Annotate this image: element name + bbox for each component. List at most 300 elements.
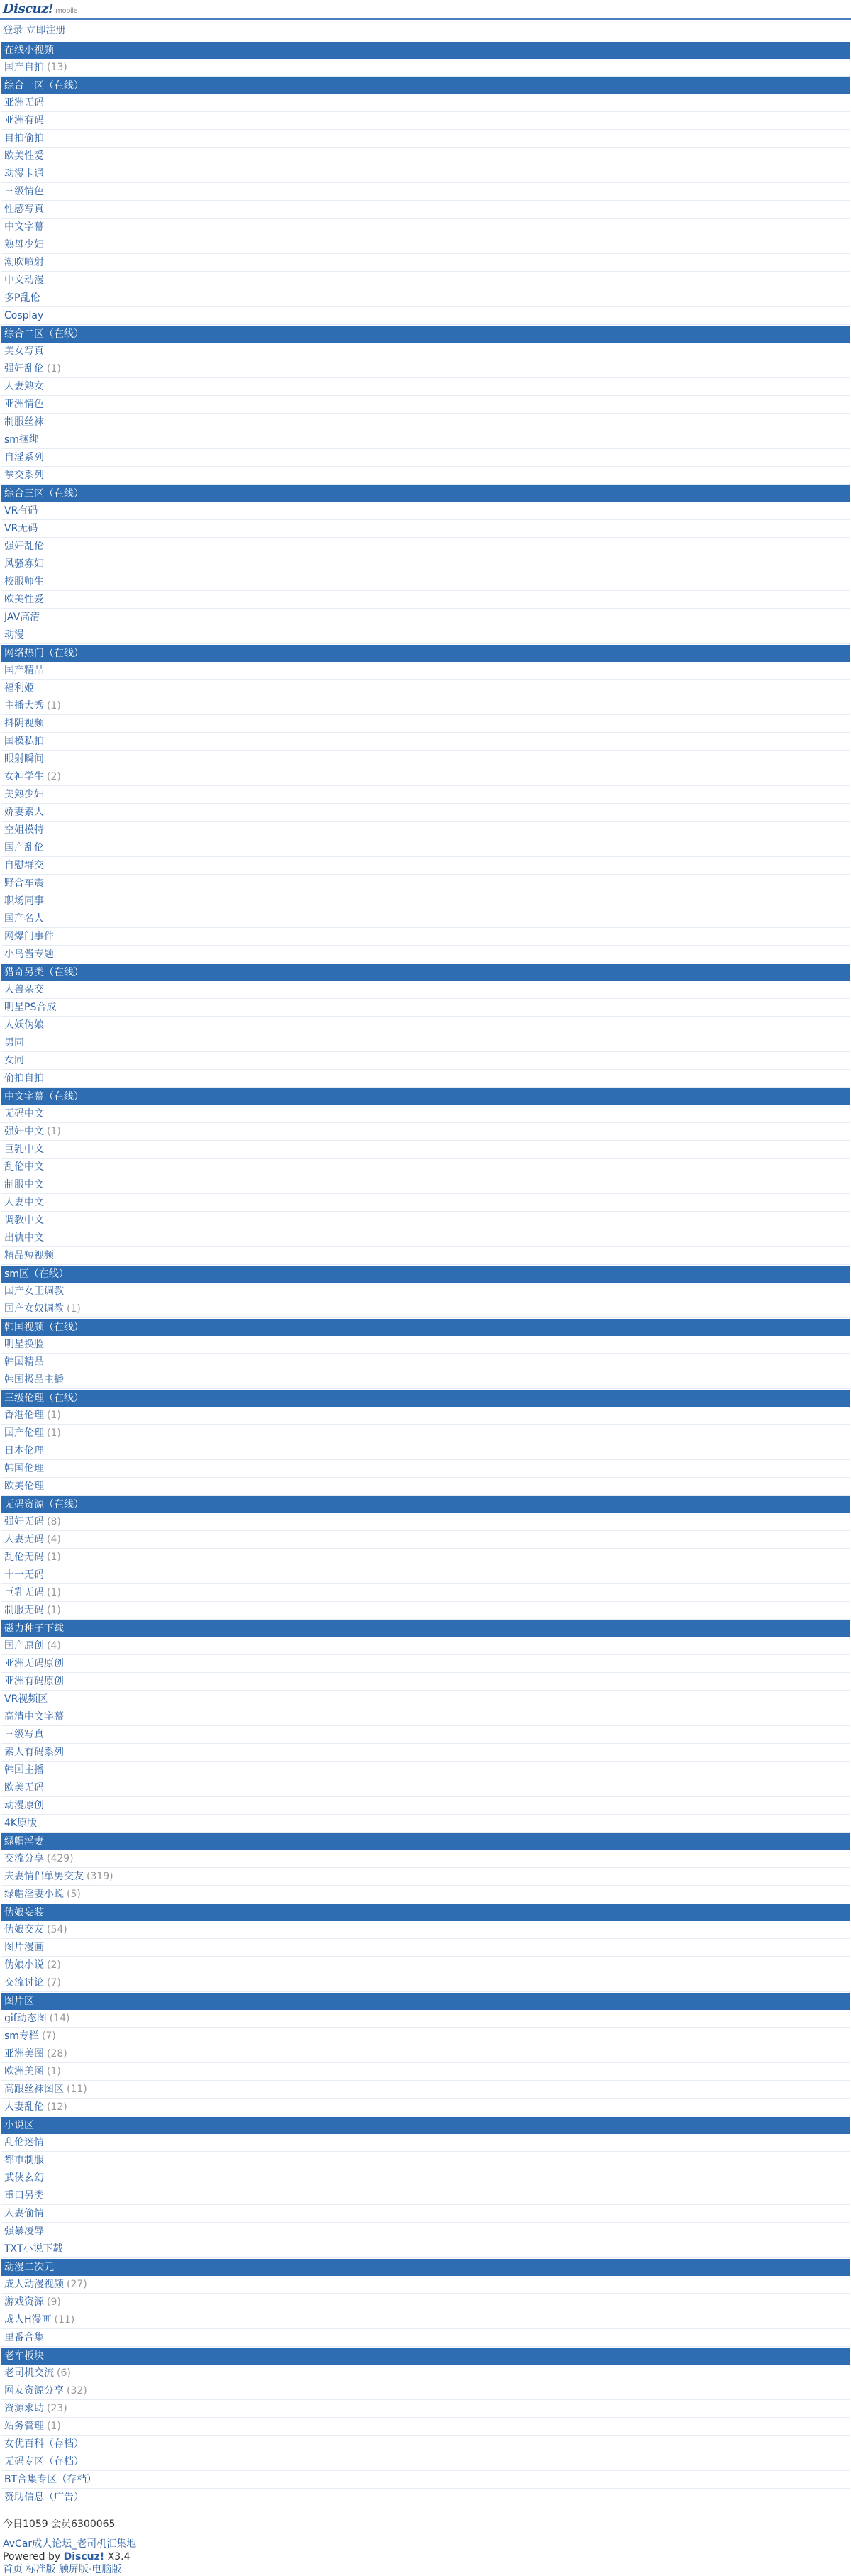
forum-row: [1, 1726, 850, 1744]
thread-count: (11): [54, 2314, 75, 2326]
forum-row: [1, 2152, 850, 2169]
forum-row: [1, 1513, 850, 1531]
forum-link[interactable]: 自淫系列: [4, 452, 44, 463]
forum-section: [1, 1620, 850, 1833]
site-stats: [0, 2514, 851, 2535]
forum-link[interactable]: BT合集专区（存档）: [4, 2474, 97, 2485]
forum-link[interactable]: 国产名人: [4, 913, 44, 924]
forum-row: [1, 1531, 850, 1549]
forum-link[interactable]: 动漫: [4, 629, 24, 641]
forum-row: [1, 680, 850, 697]
forum-row: [1, 1105, 850, 1123]
forum-row: [1, 1460, 850, 1478]
forum-link[interactable]: 乱伦无码: [4, 1552, 44, 1563]
forum-row: [1, 272, 850, 289]
forum-row: [1, 786, 850, 804]
forum-row: [1, 857, 850, 875]
forum-link[interactable]: 4K原版: [4, 1818, 38, 1829]
login-link[interactable]: 登录: [3, 25, 23, 36]
forum-row: [1, 1371, 850, 1389]
forum-link[interactable]: 强奸中文: [4, 1126, 44, 1137]
forum-row: [1, 343, 850, 360]
forum-row: [1, 378, 850, 396]
forum-row: [1, 928, 850, 946]
forum-link[interactable]: 人妻乱伦: [4, 2101, 44, 2113]
thread-count: (14): [49, 2013, 70, 2024]
forum-section: [1, 485, 850, 644]
section-header[interactable]: 无码资源（在线）: [1, 1496, 850, 1513]
forum-link[interactable]: 人妻熟女: [4, 381, 44, 392]
forum-row: [1, 2453, 850, 2471]
forum-link[interactable]: 里番合集: [4, 2332, 44, 2343]
forum-row: [1, 1762, 850, 1779]
forum-link[interactable]: sm捆绑: [4, 434, 39, 446]
forum-link[interactable]: 图片漫画: [4, 1942, 44, 1953]
forum-link[interactable]: 多P乱伦: [4, 292, 40, 304]
section-header[interactable]: 磁力种子下载: [1, 1620, 850, 1637]
section-header[interactable]: 动漫二次元: [1, 2259, 850, 2276]
thread-count: (28): [47, 2048, 67, 2060]
thread-count: (7): [41, 2030, 56, 2042]
forum-link[interactable]: 站务管理: [4, 2421, 44, 2432]
forum-section: [1, 1496, 850, 1620]
footer-nav: 首页 标准版 触屏版·电脑版: [3, 2564, 122, 2575]
forum-row: [1, 1602, 850, 1620]
forum-link[interactable]: 网爆门事件: [4, 931, 54, 942]
forum-link[interactable]: 小鸟酱专题: [4, 949, 54, 960]
forum-link[interactable]: 偷拍自拍: [4, 1073, 44, 1084]
forum-link[interactable]: 亚洲无码原创: [4, 1658, 64, 1669]
forum-row: [1, 449, 850, 467]
forum-link[interactable]: 高跟丝袜图区: [4, 2084, 64, 2095]
forum-row: [1, 751, 850, 768]
forum-row: [1, 662, 850, 680]
forum-link[interactable]: 国模私拍: [4, 736, 44, 747]
forum-row: [1, 875, 850, 892]
forum-link[interactable]: 成人H漫画: [4, 2314, 52, 2326]
forum-link[interactable]: 游戏资源: [4, 2296, 44, 2308]
forum-row: [1, 396, 850, 414]
forum-row: [1, 1566, 850, 1584]
forum-row: [1, 236, 850, 254]
thread-count: (1): [47, 363, 61, 375]
forum-link[interactable]: 欧洲美图: [4, 2066, 44, 2077]
forum-link[interactable]: 性感写真: [4, 204, 44, 215]
forum-row: [1, 1123, 850, 1141]
forum-row: [1, 1425, 850, 1442]
forum-row: [1, 183, 850, 201]
forum-link[interactable]: 明星PS合成: [4, 1002, 57, 1013]
forum-link[interactable]: 赞助信息（广告）: [4, 2492, 84, 2503]
forum-link[interactable]: 国产女王调教: [4, 1286, 64, 1297]
forum-link[interactable]: 三级情色: [4, 186, 44, 197]
forum-link[interactable]: 职场同事: [4, 895, 44, 907]
section-header[interactable]: 网络热门（在线）: [1, 645, 850, 662]
forum-row: [1, 1584, 850, 1602]
forum-link[interactable]: 调教中文: [4, 1215, 44, 1226]
forum-row: [1, 1478, 850, 1496]
thread-count: (9): [47, 2296, 61, 2308]
forum-link[interactable]: 高清中文字幕: [4, 1711, 64, 1723]
forum-row: [1, 2436, 850, 2453]
section-header[interactable]: 三级伦理（在线）: [1, 1390, 850, 1407]
discuz-logo[interactable]: [3, 1, 77, 16]
forum-link[interactable]: 欧美无码: [4, 1782, 44, 1793]
forum-link[interactable]: 都市制服: [4, 2155, 44, 2166]
forum-link[interactable]: 福利姬: [4, 682, 34, 694]
forum-link[interactable]: 人兽杂交: [4, 984, 44, 995]
forum-link[interactable]: 夫妻情侣单男交友: [4, 1871, 84, 1882]
forum-row: [1, 1194, 850, 1212]
section-header[interactable]: 猎奇另类（在线）: [1, 964, 850, 981]
forum-row: [1, 2081, 850, 2099]
forum-link[interactable]: 成人动漫视频: [4, 2279, 64, 2290]
forum-row: [1, 1921, 850, 1939]
forum-row: [1, 1797, 850, 1815]
forum-link[interactable]: 眼射瞬间: [4, 753, 44, 765]
forum-row: [1, 148, 850, 165]
forum-link[interactable]: 娇妻素人: [4, 807, 44, 818]
forum-row: [1, 804, 850, 822]
forum-row: [1, 555, 850, 573]
forum-row: [1, 1442, 850, 1460]
thread-count: (319): [87, 1871, 113, 1882]
thread-count: (1): [47, 2066, 61, 2077]
forum-row: [1, 219, 850, 236]
forum-row: [1, 1052, 850, 1070]
forum-row: [1, 59, 850, 77]
forum-row: [1, 1886, 850, 1903]
forum-link[interactable]: 巨乳无码: [4, 1587, 44, 1598]
forum-row: [1, 360, 850, 378]
forum-row: [1, 768, 850, 786]
forum-row: [1, 2205, 850, 2223]
thread-count: (11): [67, 2084, 87, 2095]
forum-link[interactable]: 男同: [4, 1037, 24, 1049]
forum-row: [1, 1673, 850, 1691]
forum-link[interactable]: 出轨中文: [4, 1232, 44, 1244]
forum-link[interactable]: 女同: [4, 1055, 24, 1066]
forum-link[interactable]: 制服丝袜: [4, 416, 44, 428]
forum-link[interactable]: 制服无码: [4, 1605, 44, 1616]
forum-link[interactable]: 精品短视频: [4, 1250, 54, 1261]
forum-link[interactable]: 亚洲有码原创: [4, 1676, 64, 1687]
forum-link[interactable]: 拳交系列: [4, 470, 44, 481]
forum-link[interactable]: 绿帽淫妻小说: [4, 1889, 64, 1900]
forum-section: [1, 964, 850, 1088]
member-count: 会员6300065: [51, 2519, 116, 2530]
section-header[interactable]: 中文字幕（在线）: [1, 1088, 850, 1105]
thread-count: (1): [47, 1427, 61, 1439]
forum-row: [1, 1868, 850, 1886]
forum-link[interactable]: 伪娘小说: [4, 1959, 44, 1971]
forum-row: [1, 1159, 850, 1176]
thread-count: (12): [47, 2101, 67, 2113]
section-header[interactable]: 伪娘妄装: [1, 1904, 850, 1921]
forum-row: [1, 414, 850, 431]
forum-row: [1, 2099, 850, 2116]
forum-link[interactable]: 强奸乱伦: [4, 541, 44, 552]
forum-link[interactable]: 风骚寡妇: [4, 558, 44, 570]
forum-row: [1, 2045, 850, 2063]
forum-row: [1, 1336, 850, 1354]
forum-link[interactable]: 美熟少妇: [4, 789, 44, 800]
section-header[interactable]: 韩国视频（在线）: [1, 1319, 850, 1336]
forum-row: [1, 2010, 850, 2028]
thread-count: (32): [67, 2385, 87, 2397]
thread-count: (6): [57, 2367, 71, 2379]
site-name-link[interactable]: AvCar成人论坛_老司机汇集地: [3, 2538, 137, 2550]
forum-link[interactable]: 空姐模特: [4, 824, 44, 836]
forum-link[interactable]: 熟母少妇: [4, 239, 44, 250]
forum-link[interactable]: 日本伦理: [4, 1445, 44, 1456]
section-header[interactable]: 在线小视频: [1, 42, 850, 59]
forum-row: [1, 999, 850, 1017]
forum-link[interactable]: 强暴凌辱: [4, 2226, 44, 2237]
forum-row: [1, 715, 850, 733]
register-link[interactable]: 立即注册: [26, 25, 66, 36]
footer-nav-desktop[interactable]: 电脑版: [91, 2564, 122, 2575]
forum-row: [1, 2223, 850, 2240]
section-header[interactable]: 图片区: [1, 1993, 850, 2010]
forum-link[interactable]: 无码中文: [4, 1108, 44, 1120]
forum-section: [1, 1390, 850, 1496]
forum-row: [1, 1283, 850, 1300]
forum-row: [1, 910, 850, 928]
forum-row: [1, 2329, 850, 2347]
forum-link[interactable]: 武侠玄幻: [4, 2172, 44, 2184]
forum-row: [1, 1407, 850, 1425]
forum-row: [1, 307, 850, 325]
forum-link[interactable]: 强奸乱伦: [4, 363, 44, 375]
forum-link[interactable]: 交流讨论: [4, 1977, 44, 1989]
forum-link[interactable]: 人妖伪娘: [4, 1019, 44, 1031]
forum-row: [1, 2294, 850, 2311]
forum-link[interactable]: 国产原创: [4, 1640, 44, 1652]
thread-count: (8): [47, 1516, 61, 1527]
thread-count: (54): [47, 1924, 67, 1935]
forum-row: [1, 697, 850, 715]
forum-row: [1, 2276, 850, 2294]
forum-link[interactable]: 韩国伦理: [4, 1463, 44, 1474]
section-header[interactable]: 绿帽淫妻: [1, 1833, 850, 1850]
forum-link[interactable]: 国产女奴调教: [4, 1303, 64, 1315]
forum-row: [1, 2418, 850, 2436]
forum-section: [1, 2117, 850, 2258]
forum-row: [1, 1637, 850, 1655]
forum-link[interactable]: 明星换脸: [4, 1339, 44, 1350]
section-header[interactable]: sm区（在线）: [1, 1266, 850, 1283]
section-header[interactable]: 综合一区（在线）: [1, 77, 850, 94]
forum-link[interactable]: 国产伦理: [4, 1427, 44, 1439]
section-header[interactable]: 综合二区（在线）: [1, 326, 850, 343]
forum-link[interactable]: 中文字幕: [4, 221, 44, 233]
forum-link[interactable]: 交流分享: [4, 1853, 44, 1864]
forum-row: [1, 1708, 850, 1726]
forum-link[interactable]: 人妻中文: [4, 1197, 44, 1208]
forum-link[interactable]: 亚洲美图: [4, 2048, 44, 2060]
forum-link[interactable]: 无码专区（存档）: [4, 2456, 84, 2467]
forum-row: [1, 2471, 850, 2489]
forum-link[interactable]: sm专栏: [4, 2030, 39, 2042]
forum-section: [1, 1833, 850, 1903]
forum-row: [1, 1176, 850, 1194]
forum-row: [1, 467, 850, 485]
forum-link[interactable]: 韩国主播: [4, 1764, 44, 1776]
forum-link[interactable]: 乱伦中文: [4, 1161, 44, 1173]
powered-by: [3, 2550, 851, 2563]
forum-row: [1, 1850, 850, 1868]
thread-count: (1): [47, 1126, 61, 1137]
forum-link[interactable]: 人妻偷情: [4, 2208, 44, 2219]
forum-section: [1, 1993, 850, 2116]
footer-nav-standard[interactable]: 标准版: [26, 2564, 56, 2575]
forum-link[interactable]: TXT小说下载: [4, 2243, 63, 2255]
forum-link[interactable]: 欧美性爱: [4, 150, 44, 162]
forum-row: [1, 2063, 850, 2081]
forum-row: [1, 2382, 850, 2400]
section-header[interactable]: 小说区: [1, 2117, 850, 2134]
forum-link[interactable]: 韩国极品主播: [4, 1374, 64, 1386]
thread-count: (5): [67, 1889, 81, 1900]
forum-row: [1, 591, 850, 609]
forum-link[interactable]: 伪娘交友: [4, 1924, 44, 1935]
logo-text[interactable]: Discuz!: [3, 1, 54, 16]
forum-link[interactable]: 老司机交流: [4, 2367, 54, 2379]
forum-row: [1, 839, 850, 857]
forum-section: [1, 1266, 850, 1318]
forum-row: [1, 733, 850, 751]
forum-link[interactable]: 美女写真: [4, 346, 44, 357]
forum-row: [1, 2187, 850, 2205]
forum-row: [1, 289, 850, 307]
forum-row: [1, 1354, 850, 1371]
forum-link[interactable]: 亚洲无码: [4, 97, 44, 109]
today-posts: 今日1059: [3, 2519, 48, 2530]
forum-link[interactable]: 国产自拍: [4, 62, 44, 73]
forum-link[interactable]: 乱伦迷情: [4, 2137, 44, 2148]
forum-link[interactable]: 国产乱伦: [4, 842, 44, 853]
forum-row: [1, 1300, 850, 1318]
forum-link[interactable]: 三级写真: [4, 1729, 44, 1740]
forum-link[interactable]: 亚洲情色: [4, 399, 44, 410]
forum-link[interactable]: JAV高清: [4, 612, 40, 623]
forum-row: [1, 2134, 850, 2152]
forum-row: [1, 112, 850, 130]
thread-count: (2): [47, 1959, 61, 1971]
forum-link[interactable]: 巨乳中文: [4, 1144, 44, 1155]
thread-count: (13): [47, 62, 67, 73]
forum-link[interactable]: 潮吹喷射: [4, 257, 44, 268]
thread-count: (1): [47, 700, 61, 712]
forum-link[interactable]: 女优百科（存档）: [4, 2438, 84, 2450]
forum-row: [1, 1017, 850, 1034]
logo-subtitle: mobile: [55, 7, 78, 15]
forum-link[interactable]: 欧美性爱: [4, 594, 44, 605]
forum-link[interactable]: VR有码: [4, 505, 38, 516]
powered-version: X3.4: [107, 2551, 130, 2563]
forum-link[interactable]: 国产精品: [4, 665, 44, 676]
forum-link[interactable]: 欧美伦理: [4, 1481, 44, 1492]
forum-list: [0, 42, 851, 2506]
footer-nav-home[interactable]: 首页: [3, 2564, 23, 2575]
forum-row: [1, 2028, 850, 2045]
thread-count: (429): [47, 1853, 74, 1864]
forum-link[interactable]: 女神学生: [4, 771, 44, 783]
forum-link[interactable]: 强奸无码: [4, 1516, 44, 1527]
forum-row: [1, 1974, 850, 1992]
forum-link[interactable]: 素人有码系列: [4, 1747, 64, 1758]
forum-link[interactable]: 资源求助: [4, 2403, 44, 2414]
thread-count: (2): [47, 771, 61, 783]
forum-link[interactable]: 动漫卡通: [4, 168, 44, 179]
forum-link[interactable]: 香港伦理: [4, 1410, 44, 1421]
forum-row: [1, 94, 850, 112]
thread-count: (1): [67, 1303, 81, 1315]
forum-row: [1, 1815, 850, 1833]
forum-link[interactable]: Cosplay: [4, 310, 44, 321]
forum-section: [1, 2259, 850, 2347]
forum-link[interactable]: 制服中文: [4, 1179, 44, 1190]
thread-count: (1): [47, 2421, 61, 2432]
forum-row: [1, 609, 850, 626]
section-header[interactable]: 老车板块: [1, 2348, 850, 2365]
forum-row: [1, 1212, 850, 1229]
forum-link[interactable]: 自拍偷拍: [4, 133, 44, 144]
forum-section: [1, 2348, 850, 2506]
thread-count: (27): [67, 2279, 87, 2290]
forum-row: [1, 573, 850, 591]
forum-link[interactable]: 校服师生: [4, 576, 44, 587]
section-header[interactable]: 综合三区（在线）: [1, 485, 850, 502]
forum-link[interactable]: 重口另类: [4, 2190, 44, 2201]
footer: [0, 2538, 851, 2576]
forum-link[interactable]: VR视频区: [4, 1693, 48, 1705]
forum-link[interactable]: 野合车震: [4, 878, 44, 889]
forum-link[interactable]: gif动态图: [4, 2013, 47, 2024]
forum-section: [1, 1319, 850, 1389]
forum-row: [1, 2365, 850, 2382]
forum-link[interactable]: 主播大秀: [4, 700, 44, 712]
forum-row: [1, 2311, 850, 2329]
forum-row: [1, 520, 850, 538]
thread-count: (1): [47, 1587, 61, 1598]
top-bar: [0, 0, 851, 20]
forum-link[interactable]: 网友资源分享: [4, 2385, 64, 2397]
forum-row: [1, 165, 850, 183]
forum-link[interactable]: 亚洲有码: [4, 115, 44, 126]
forum-link[interactable]: 中文动漫: [4, 275, 44, 286]
forum-row: [1, 1779, 850, 1797]
forum-link[interactable]: 十一无码: [4, 1569, 44, 1581]
forum-link[interactable]: VR无码: [4, 523, 38, 534]
forum-section: [1, 42, 850, 77]
powered-brand[interactable]: Discuz!: [63, 2551, 105, 2563]
thread-count: (4): [47, 1640, 61, 1652]
forum-link[interactable]: 韩国精品: [4, 1356, 44, 1368]
forum-row: [1, 1655, 850, 1673]
footer-nav-touch[interactable]: 触屏版: [58, 2564, 89, 2575]
forum-link[interactable]: 自慰群交: [4, 860, 44, 871]
forum-link[interactable]: 人妻无码: [4, 1534, 44, 1545]
forum-row: [1, 822, 850, 839]
forum-link[interactable]: 抖阴视频: [4, 718, 44, 729]
forum-row: [1, 254, 850, 272]
forum-link[interactable]: 动漫原创: [4, 1800, 44, 1811]
forum-row: [1, 981, 850, 999]
forum-row: [1, 1229, 850, 1247]
forum-section: [1, 645, 850, 963]
